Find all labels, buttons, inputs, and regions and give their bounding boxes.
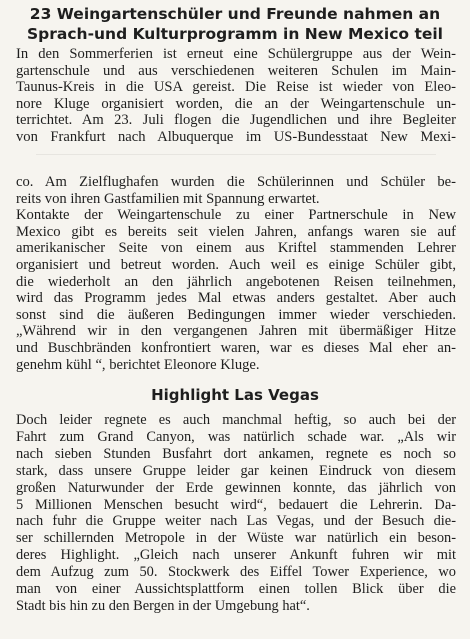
text-line: nore Kluge organisiert worden, die an der Weingartenschule un- <box>16 95 456 112</box>
text-line: die wiederholt an den jährlich angebotenen Reisen teilnehmen, <box>16 273 456 290</box>
text-line: Kontakte der Weingartenschule zu einer Partnerschule in New <box>16 207 456 224</box>
text-line: nach fuhr die Gruppe weiter nach Las Vegas, und der Besuch die- <box>16 513 456 530</box>
text-line: dem Aufzug zum 50. Stockwerk des Eiffel Tower Experience, wo <box>16 564 456 581</box>
text-line: reits von ihren Gastfamilien mit Spannung erwartet. <box>16 190 320 207</box>
text-line: Taunus-Kreis in die USA gereist. Die Reise ist wieder von Eleo- <box>16 79 456 96</box>
text-line: In den Sommerferien ist erneut eine Schülergruppe aus der Wein- <box>16 46 456 62</box>
text-line: und Buschbränden konfrontiert waren, war es dieses Mal eher an- <box>16 339 456 356</box>
text-line: Stadt bis hin zu den Bergen in der Umgebung hat“. <box>16 597 310 614</box>
text-line: Doch leider regnete es auch manchmal heftig, so auch bei der <box>16 412 456 428</box>
text-line: genehm kühl “, berichtet Eleonore Kluge. <box>16 356 260 373</box>
paragraph-1 <box>16 46 456 146</box>
article-headline <box>8 4 462 44</box>
text-line: nach sieben Stunden Busfahrt dort ankamen, regnete es noch so <box>16 445 456 462</box>
section-subheadline: Highlight Las Vegas <box>151 386 319 404</box>
text-line: großen Naturwunder der Erde gewinnen konnte, das jährlich von <box>16 479 456 496</box>
text-line: deres Highlight. „Gleich nach unserer Ankunft fuhren wir mit <box>16 547 456 564</box>
text-line: Mexico gibt es bereits seit vielen Jahren, anfangs waren sie auf <box>16 223 456 240</box>
text-line: „Während wir in den vergangenen Jahren mit übermäßiger Hitze <box>16 323 456 340</box>
text-line: ser schillernden Metropole in der Wüste war natürlich ein beson- <box>16 530 456 547</box>
text-line: stark, dass unsere Gruppe leider gar keinen Eindruck von diesem <box>16 462 456 479</box>
text-line: co. Am Zielflughafen wurden die Schülerinnen und Schüler be- <box>16 174 456 190</box>
paragraph-3 <box>16 412 456 615</box>
headline-line-2: Sprach-und Kulturprogramm in New Mexico teil <box>26 25 443 43</box>
text-line: terrichtet. Am 23. Juli flogen die Jugendlichen und ihre Begleiter <box>16 112 456 129</box>
text-line: 5 Millionen Menschen besucht wird“, bedauert die Lehrerin. Da- <box>16 496 456 513</box>
text-line: organisiert und betreut worden. Auch weil es einige Schüler gibt, <box>16 256 456 273</box>
text-line: wird das Programm jedes Mal etwas anders gestaltet. Aber auch <box>16 290 456 307</box>
text-line: Fahrt zum Grand Canyon, was natürlich schade war. „Als wir <box>16 428 456 445</box>
text-line: man von einer Aussichtsplattform einen tollen Blick über die <box>16 581 456 598</box>
column-gap-divider <box>36 154 436 155</box>
headline-line-1: 23 Weingartenschüler und Freunde nahmen an <box>29 5 441 23</box>
text-line: gartenschule und aus verschiedenen weiteren Schulen im Main- <box>16 62 456 79</box>
text-line: von Frankfurt nach Albuquerque im US-Bundesstaat New Mexi- <box>16 128 456 145</box>
text-line: sonst sind die äußeren Bedingungen immer wieder verschieden. <box>16 306 456 323</box>
text-line: amerikanischer Seite von einem aus Kriftel stammenden Lehrer <box>16 240 456 257</box>
paragraph-2 <box>16 174 456 373</box>
